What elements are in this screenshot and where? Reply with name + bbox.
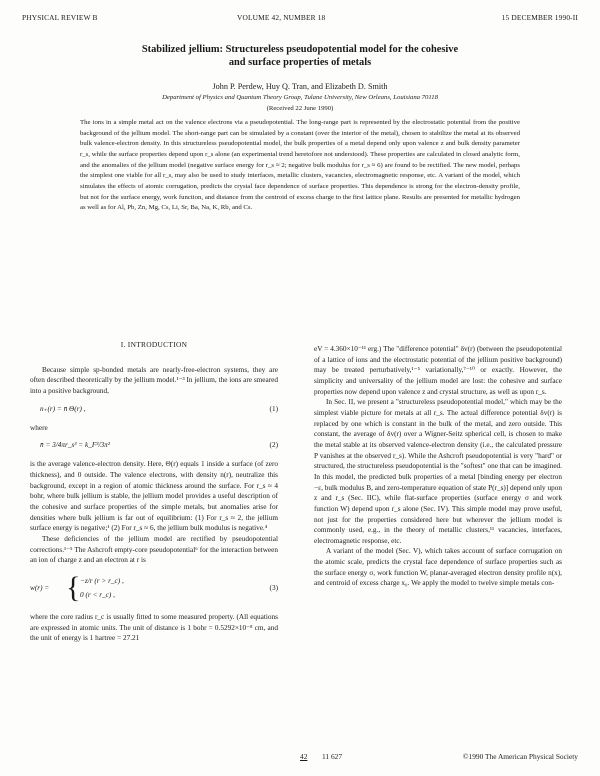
section-heading: I. INTRODUCTION [120,340,188,349]
equation-2 [30,437,278,455]
right-paragraph-2: In Sec. II, we present a "structureless pseudopotential model," which may be the simplest viable picture for metals at all r_s. The actual difference potential δv(r) is replaced by one which is constant in the bulk of the metal, and zero outside. This constant, the average of δv(r) over a Wigner-Seitz spherical cell, is chosen to make the metal stable at its observed valence-electron density (i.e., the calculated pressure P vanishes at the observed r_s). While the Ashcroft pseudopotential is very "hard" or structured, the structureless pseudopotential is the "softest" one that can be imagined. In this model, the predicted bulk properties of a metal [binding energy per electron −ε, bulk modulus B, and zero-temperature equation of state P(r_s)] depend only upon z and r_s (Sec. IIC), while flat-surface properties (surface energy σ and work function W) depend upon r_s alone (Sec. IV). This simple model may prove useful, not just for the properties considered here but wherever the jellium model is commonly used, e.g., in the theory of metallic clusters,¹¹ vacancies, interfaces, electromagnetic response, etc. [314,398,562,545]
right-column [314,344,562,589]
equation-1-number: (1) [269,404,278,413]
right-paragraph-1: eV = 4.360×10⁻¹¹ erg.) The "difference potential" δv(r) (between the pseudopotential of a lattice of ions and the electrostatic potential of the jellium positive background) may be treated perturbatively,¹⁻⁵ variationally,⁷⁻¹⁰ or exactly. However, the simplicity and universality of the jellium model are lost: the cohesive and surface properties now depend upon valence z and crystal structure, as well as upon r_s. [314,345,562,396]
intro-paragraph-1: Because simple sp-bonded metals are nearly-free-electron systems, they are often described theoretically by the jellium model.¹⁻³ In jellium, the ions are smeared into a positive background, [30,365,278,395]
intro-paragraph-3: These deficiencies of the jellium model are rectified by pseudopotential corrections.¹⁻⁵ The Ashcroft empty-core pseudopotential⁶ for the interaction between an ion of charge z and an electron at r is [30,534,278,565]
equation-1-body: n₊(r) = n̄ Θ(r) , [40,404,86,413]
left-column [30,340,278,644]
volume-ref: 42 [300,752,308,761]
article-title [60,43,540,69]
equation-3 [30,572,278,606]
title-line-2: and surface properties of metals [228,57,372,68]
issue-date: 15 DECEMBER 1990-II [501,13,578,22]
journal-name: PHYSICAL REVIEW B [22,13,98,22]
right-paragraph-3: A variant of the model (Sec. V), which takes account of surface corrugation on the atomic scale, predicts the crystal face dependence of surface properties such as the surface energy σ, work function W, planar-averaged electron density profile n(x), and centroid of excess charge x₀. We apply the model to twelve simple metals con- [314,547,562,588]
page-number: 11 627 [322,752,343,761]
equation-2-body: n̄ = 3/4πr_s³ = k_F³/3π² [40,441,110,450]
authors: John P. Perdew, Huy Q. Tran, and Elizabeth D. Smith [212,82,388,91]
page-footer [22,752,578,764]
abstract: The ions in a simple metal act on the valence electrons via a pseudopotential. The long-range part is represented by the electrostatic potential from the positive background of the jellium model. The short-range part can be simulated by a constant (over the interior of the metal), chosen to stabilize the metal at its observed bulk valence-electron density. In this structureless pseudopotential model, the bulk properties of a metal depend only upon valence z and bulk density parameter r_s, while the surface properties depend upon r_s alone (an experimental trend heretofore not understood). These properties are calculated in closed analytic form, and the anomalies of the jellium model (negative surface energy for r_s ≈ 2; negative bulk modulus for r_s ≈ 6) are found to be rectified. The new model, perhaps the simplest one viable for all r_s, may also be used to study interfaces, metallic clusters, vacancies, electromagnetic response, etc. A variant of the model, which simulates the effects of atomic corrugation, predicts the crystal face dependence of surface properties. This dependence is strong for the electron-density profile, but not for the surface energy, work function, and distance from the centroid of excess charge to the first lattice plane. Results are presented for metallic hydrogen as well as for Al, Pb, Zn, Mg, Cs, Li, Sr, Ba, Na, K, Rb, and Cs. [80,119,520,212]
running-header [22,13,578,25]
equation-3-number: (3) [269,583,278,592]
title-line-1: Stabilized jellium: Structureless pseudopotential model for the cohesive [141,44,459,55]
equation-3-case-2: 0 (r < r_c) , [80,590,115,599]
intro-paragraph-4: where the core radius r_c is usually fitted to some measured property. (All equations are expressed in atomic units. The unit of distance is 1 bohr = 0.5292×10⁻⁸ cm, and the unit of energy is 1 hartree = 27.21 [30,612,278,643]
intro-paragraph-2: is the average valence-electron density. Here, Θ(r) equals 1 inside a surface (of zero thickness), and 0 outside. The valence electrons, with density n(r), neutralize this background, except in a region of atomic thickness around the surface. For r_s ≈ 4 bohr, where bulk jellium is stable, the jellium model provides a useful description of the cohesive and surface properties of the simple metals, but anomalies arise for densities where bulk jellium is far out of equilibrium: (1) For r_s ≈ 2, the jellium surface energy is negative;¹ (2) For r_s ≈ 6, the jellium bulk modulus is negative.⁴ [30,460,278,533]
volume-number: VOLUME 42, NUMBER 18 [237,13,326,22]
affiliation: Department of Physics and Quantum Theory Group, Tulane University, New Orleans, Louisiana 70118 [162,94,438,101]
copyright: ©1990 The American Physical Society [462,752,578,761]
equation-1 [30,401,278,419]
equation-2-number: (2) [269,441,278,450]
equation-3-case-1: −z/r (r > r_c) , [80,576,124,585]
where-text: where [30,423,48,432]
equation-3-lhs: w(r) = [30,583,50,592]
curly-brace: { [66,570,81,604]
received-date: (Received 22 June 1990) [266,105,334,112]
